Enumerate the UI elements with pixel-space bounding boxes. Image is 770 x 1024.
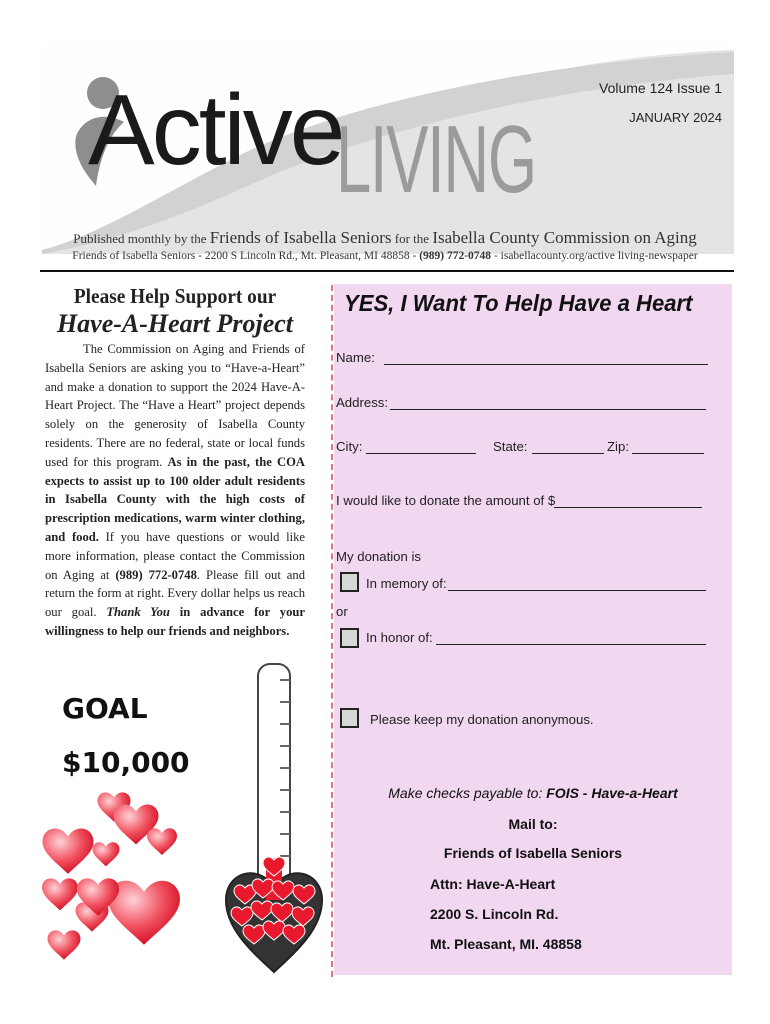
in-memory-checkbox[interactable] (340, 572, 359, 592)
zip-field[interactable] (632, 453, 704, 454)
publisher-line: Published monthly by the Friends of Isabella Seniors for the Isabella County Commission on Aging (73, 228, 697, 247)
goal-label: GOAL (62, 692, 148, 725)
city-field[interactable] (366, 453, 476, 454)
volume-issue: Volume 124 Issue 1 (599, 80, 722, 96)
thermometer-graphic (220, 660, 330, 978)
mail-street: 2200 S. Lincoln Rd. (430, 906, 559, 922)
address-field[interactable] (390, 409, 706, 410)
or-label: or (336, 604, 348, 619)
issue-date: JANUARY 2024 (629, 110, 722, 125)
logo-living-text: LIVING (336, 106, 536, 213)
state-label: State: (493, 439, 528, 454)
hearts-cluster (42, 780, 192, 980)
header-rule (40, 270, 734, 272)
in-memory-label: In memory of: (366, 576, 447, 591)
project-heading: Have-A-Heart Project (56, 309, 294, 338)
donate-amount-label: I would like to donate the amount of $ (336, 493, 556, 508)
address-line: Friends of Isabella Seniors - 2200 S Lincoln Rd., Mt. Pleasant, MI 48858 - (989) 772-0748 - isabellacounty.org/active living-newspaper (72, 250, 698, 262)
donate-amount-field[interactable] (554, 507, 702, 508)
goal-block (62, 682, 190, 790)
anonymous-checkbox[interactable] (340, 708, 359, 728)
name-field[interactable] (384, 364, 708, 365)
logo-active-text: Active (88, 74, 343, 186)
payable-line: Make checks payable to: FOIS - Have-a-Heart (388, 785, 678, 801)
mail-attn: Attn: Have-A-Heart (430, 876, 556, 892)
dashed-divider (331, 285, 333, 977)
in-honor-label: In honor of: (366, 630, 433, 645)
address-label: Address: (336, 395, 389, 410)
state-field[interactable] (532, 453, 604, 454)
form-title: YES, I Want To Help Have a Heart (344, 290, 693, 316)
mail-city: Mt. Pleasant, MI. 48858 (430, 936, 582, 952)
in-memory-field[interactable] (448, 590, 706, 591)
mail-recipient: Friends of Isabella Seniors (443, 845, 623, 861)
in-honor-field[interactable] (436, 644, 706, 645)
support-heading: Please Help Support our (73, 284, 277, 308)
city-label: City: (336, 439, 363, 454)
anonymous-label: Please keep my donation anonymous. (370, 712, 594, 727)
appeal-text: The Commission on Aging and Friends of Isabella Seniors are asking you to “Have-a-Heart” and make a donation to support the 2024 Have-A-Heart Project. The “Have a Heart” project depends solely on the generosity of Isabella County residents. There are no federal, state or local funds used for this program. As in the past, the COA expects to assist up to 100 older adult residents in Isabella County with the high costs of prescription medications, warm winter clothing, and food. If you have questions or would like more information, please contact the Commission on Aging at (989) 772-0748. Please fill out and return the form at right. Every dollar helps us reach our goal. Thank You in advance for your willingness to help our friends and neighbors. (45, 342, 305, 638)
mail-to-label: Mail to: (508, 816, 558, 832)
name-label: Name: (336, 350, 375, 365)
zip-label: Zip: (607, 439, 629, 454)
donation-is-label: My donation is (336, 549, 422, 564)
in-honor-checkbox[interactable] (340, 628, 359, 648)
goal-amount: $10,000 (62, 746, 190, 779)
